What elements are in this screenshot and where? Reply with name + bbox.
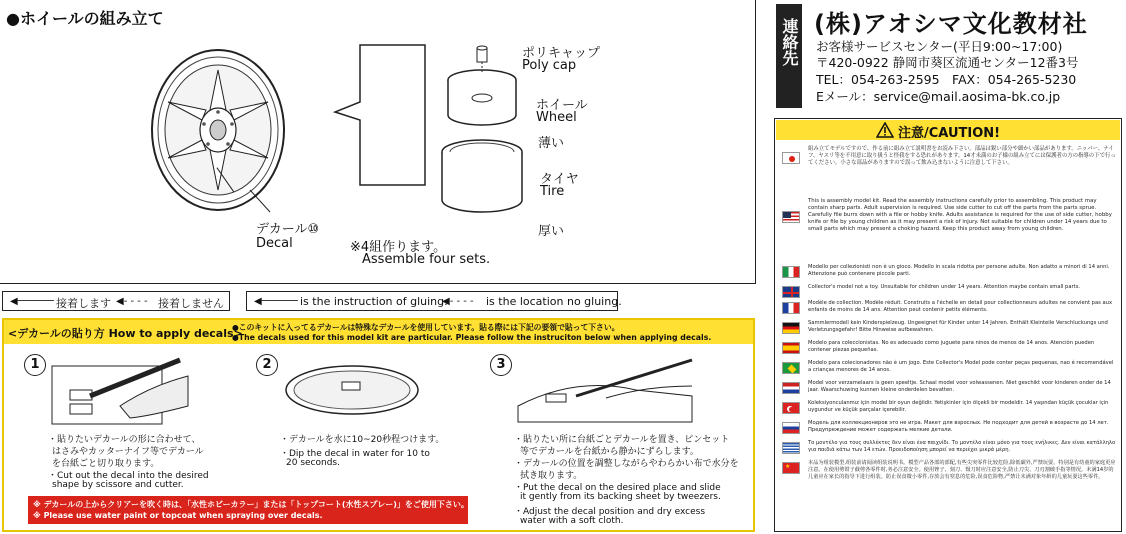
caution-lang-row: [782, 360, 1118, 378]
decal-label-jp: デカール⑩: [256, 222, 320, 237]
caution-lang-text: Το μοντέλο για τους συλλέκτες δεν είναι ένα παιχνίδι. Το μοντέλο είναι μόνο για τους ενήλικες. Δεν είναι κατάλληλο για παιδιά κάτω των 14 ετών. Προειδοποίηση μπορεί να περιέχει μικρά μέρη.: [808, 440, 1116, 453]
caution-lang-text: Modello per collezionisti non è un gioco. Modello in scala ridotta per persone adulte. Non adatto a minori di 14 anni. Attenzione può contenere piccole parti.: [808, 264, 1110, 277]
caution-lang-text: Collector's model not a toy. Unsuitable for children under 14 years. Attention maybe contain small parts.: [808, 284, 1081, 290]
step-3-jp-4: 拭き取ります。: [520, 471, 583, 481]
step-2-jp-1: ・デカールを水に10~20秒程つけます。: [280, 435, 445, 445]
noglue-arrow-dashed: ◀- - - -: [116, 296, 148, 307]
caution-lang-text: Modelo para coleccionistas. No es adecuado como juguete para ninos de menos de 14 anos. Atención pueden contener piezas pequeñas.: [808, 340, 1095, 353]
usa-flag-icon: [782, 211, 800, 223]
wheel-label-jp: ホイール: [536, 98, 588, 113]
contact-company: (株)アオシマ文化教材社: [814, 10, 1088, 38]
caution-jp-row: [782, 146, 1118, 167]
glue-arrow-solid-en: ◀──────: [254, 296, 298, 307]
step-3-illustration: [516, 356, 696, 426]
legend-glue-jp: 接着します: [56, 297, 111, 310]
step-1-jp-3: を台紙ごと切り取ります。: [52, 459, 160, 469]
decals-note-jp: ●このキットに入ってるデカールは特殊なデカールを使用しています。貼る際には下記の要領で貼って下さい。: [232, 323, 620, 332]
decals-note-en: ●The decals used for this model kit are particular. Please follow the instruciton below when applying decals.: [232, 333, 712, 342]
step-3-en-1: ・Put the decal on the desired place and slide: [514, 483, 721, 493]
caution-lang-row: [782, 420, 1118, 438]
caution-lang-row: [782, 380, 1118, 398]
decals-warning-en: ※ Please use water paint or topcoat when spraying over decals.: [33, 511, 323, 520]
greece-flag-icon: [782, 442, 800, 454]
caution-lang-text: Modelo para colecionadores não é um jogo. Este Collector's Model pode conter peças pequenas, nao é recomendável a crianças menores de 14 anos.: [808, 360, 1114, 373]
france-flag-icon: [782, 302, 800, 314]
contact-center: お客様サービスセンター(平日9:00~17:00): [816, 39, 1063, 54]
step-1-illustration: [50, 356, 190, 426]
sets-note-jp: ※4組作ります。: [350, 240, 447, 255]
assembly-heading: ●ホイールの組み立て: [6, 9, 164, 28]
caution-langs: [782, 264, 1118, 506]
caution-en-text: This is assembly model kit. Read the assembly instructions carefully prior to assembling. This product may contain sharp parts. Adult supervision is required. Use side cutter to cut off the parts from the parts sprue. Carefully file burrs down with a file or hobby knife. Adults assistance is required for the use of side cutter, hobby knife or file by young children as it may present a risk of injury. Not suitable for children under 14 years due to small parts which may present a choking hazard. Keep this product away from young children.: [808, 198, 1112, 232]
china-flag-icon: ★: [782, 462, 800, 474]
caution-lang-text: 本品为组装模型,组装前请阅读组装说明书。模型产品各部的部配,有些尖突零件比较危险,除低碳外,严禁玩耍。特别是有幼童的家庭更应注意。在使用剪钳子截剪各零件时,务必注意安全。使用锉子、刻刀、镊刀时应注意安全,防止刀尖、刀刃割破手指等情况。未满14岁的儿童应在家长的指导下进行组装。防止误食微小零件,存放会有窒息的危险,误食危险物,严禁让未满对象年龄的儿童玩耍这些零件。: [808, 460, 1116, 480]
warning-triangle-icon: [876, 122, 894, 138]
step-1-jp-1: ・貼りたいデカールの形に合わせて、: [48, 435, 201, 445]
glue-arrow-solid: ◀──────: [10, 296, 54, 307]
caution-lang-text: Modèle de collection. Modèle réduit. Construits a l'échelle en detail pour collectionneurs adultes ne convient pas aux enfants de moins de 14 ans. Attention peut contenir petits éléments.: [808, 300, 1113, 313]
legend-noglue-jp: 接着しません: [158, 297, 224, 310]
caution-lang-text: Модель для коллекционеров это не игра. Макет для взрослых. Не подходит для детей в возрасте до 14 лет. Предупреждение может содержать мелкие детали.: [808, 420, 1109, 433]
step-2-en-2: 20 seconds.: [286, 458, 340, 468]
step-2-number: 2: [256, 354, 278, 376]
step-1-jp-2: はさみやカッターナイフ等でデカール: [52, 447, 204, 457]
sets-note-en: Assemble four sets.: [362, 252, 491, 267]
caution-lang-row: [782, 320, 1118, 338]
italy-flag-icon: [782, 266, 800, 278]
uk-flag-icon: [782, 286, 800, 298]
caution-en-row: [782, 198, 1118, 233]
wheel-front-illustration: [140, 40, 310, 220]
tire-label-en: Tire: [540, 184, 565, 199]
caution-jp-text: 組み立てモデルですので、作る前に組み立て説明書をお読み下さい。部品は鋭い部分や細かい部品があります。ニッパー、ナイフ、ヤスリ等を不用意に取り扱うと怪我をする恐れがあります。14才未満のお子様の組み立てには保護者の方の指導の下で行ってください。小さな部品がありますので誤って飲み込まないように注意して下さい。: [808, 146, 1116, 166]
step-1-en-1: ・Cut out the decal into the desired: [48, 471, 209, 481]
caution-lang-row: [782, 460, 1118, 504]
thin-label-jp: 薄い: [538, 136, 565, 151]
caution-lang-row: [782, 340, 1118, 358]
caution-lang-row: [782, 440, 1118, 458]
step-3-number: 3: [490, 354, 512, 376]
caution-lang-row: [782, 284, 1118, 298]
step-2-en-1: ・Dip the decal in water for 10 to: [280, 449, 430, 459]
callout-bubble: [330, 40, 430, 190]
germany-flag-icon: [782, 322, 800, 334]
contact-address: 〒420-0922 静岡市葵区流通センター12番3号: [816, 55, 1079, 70]
step-3-jp-3: ・デカールの位置を調整しながらやわらかい布で水分を: [514, 459, 739, 469]
noglue-arrow-dashed-en: ◀- - - -: [442, 296, 474, 307]
decals-warning-jp: ※ デカールの上からクリアーを吹く時は、「水性ホビーカラー」または「トップコート(水性スプレー)」をご使用下さい。: [33, 500, 469, 509]
brazil-flag-icon: [782, 362, 800, 374]
caution-lang-row: [782, 264, 1118, 282]
step-3-jp-1: ・貼りたい所に台紙ごとデカールを置き、ピンセット: [514, 435, 730, 445]
decals-title: <デカールの貼り方 How to apply decals>: [8, 327, 243, 340]
tire-label-jp: タイヤ: [540, 172, 579, 187]
netherlands-flag-icon: [782, 382, 800, 394]
caution-lang-row: [782, 400, 1118, 418]
caution-lang-text: Sammlermodell kein Kinderspielzeug. Ungeeignet für Kinder unter 14 Jahren. Enthält Kleinteile Verschluckungs und Verletzungsgefahr! Bitte Hinweise aufbewahren.: [808, 320, 1108, 333]
russia-flag-icon: [782, 422, 800, 434]
contact-email: Eメール：service@mail.aosima-bk.co.jp: [816, 89, 1061, 104]
decal-label-en: Decal: [256, 236, 293, 251]
step-1-en-2: shape by scissore and cutter.: [52, 480, 184, 490]
contact-vertical-label: 連絡先: [780, 18, 799, 66]
legend-noglue-en: is the location no gluing.: [486, 295, 622, 308]
wheel-label-en: Wheel: [536, 110, 577, 125]
caution-lang-row: [782, 300, 1118, 318]
caution-lang-text: Model voor verzamelaars is geen speeltje. Schaal model voor volwassenen. Niet geschikt voor kinderen onder de 14 jaar. Waarschuwing kunnen kleine onderdelen bevatten.: [808, 380, 1111, 393]
legend-glue-en: is the instruction of gluing.: [300, 295, 448, 308]
turkey-flag-icon: [782, 402, 800, 414]
step-3-jp-2: 等でデカールを台紙から静かにずらします。: [520, 447, 699, 457]
thick-label-jp: 厚い: [538, 224, 565, 239]
caution-lang-text: Koleksiyonculanmız için model bir oyun değildir. Yetişkinler için ölçekli bir modeldir. 14 yaşından küçük çocuklar için uygundur ve küçük parçalar içerebilir.: [808, 400, 1109, 413]
caution-title: 注意/CAUTION!: [898, 126, 1001, 141]
japan-flag-icon: [782, 152, 800, 164]
step-3-en-2: it gently from its backing sheet by tweezers.: [520, 492, 721, 502]
step-1-number: 1: [24, 354, 46, 376]
contact-phone: TEL：054-263-2595 FAX：054-265-5230: [816, 72, 1077, 87]
spain-flag-icon: [782, 342, 800, 354]
step-3-en-4: water with a soft cloth.: [520, 516, 624, 526]
poly-cap-label-jp: ポリキャップ: [522, 46, 601, 61]
step-3-en-3: ・Adjust the decal position and dry excess: [514, 507, 706, 517]
poly-cap-label-en: Poly cap: [522, 58, 577, 73]
step-2-illustration: [282, 360, 422, 420]
